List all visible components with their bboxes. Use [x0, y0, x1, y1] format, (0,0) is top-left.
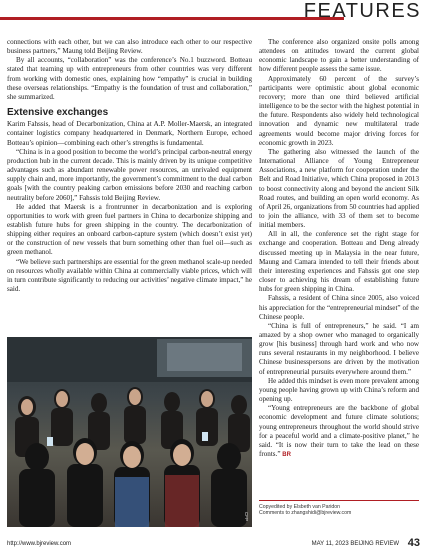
conference-photo — [7, 337, 252, 527]
left-column — [7, 38, 252, 294]
page-number: 43 — [407, 537, 420, 549]
paragraph: “China is in a good position to become the world’s principal carbon-neutral energy production hub in the current decade. This is mainly driven by its unique competitive advantages such as abundant renewable power resources, an unrivaled equipment supply chain and, more importantly, the government’s commitment to the dual carbon goals [with the country peaking carbon emissions before 2030 and reaching carbon neutrality before 2060],” Fahssis told Beijing Review. — [7, 147, 252, 202]
footer-issue: MAY 11, 2023 BEIJING REVIEW — [311, 541, 399, 547]
paragraph: Fahssis, a resident of China since 2005, also voiced his appreciation for the “entrepreneurial mindset” of the Chinese people. — [259, 294, 419, 321]
paragraph: connections with each other, but we can also introduce each other to our respective business partners,” Maung told Beijing Review. — [7, 38, 252, 56]
paragraph: By all accounts, “collaboration” was the conference’s No.1 buzzword. Botteau stated that teaming up with entrepreneurs from other countries was very different from working with domestic ones, explaining how “empathy” is crucial in building these overseas relationships. “Empathy is the foundation of trust and collaboration,” she summarized. — [7, 56, 252, 101]
paragraph: All in all, the conference set the right stage for exchange and cooperation. Botteau and Deng already discussed meeting up in Malaysia in the near future, Maung and Camara intended to tell their friends about their interesting experiences and Fahssis got one step closer to achieving his dream of establishing future hubs for green shipping in China. — [259, 230, 419, 294]
paragraph: The gathering also witnessed the launch of the International Alliance of Young Entrepreneur Associations, a new platform for cooperation under the Belt and Road Initiative, which China proposed in 2013 to boost connectivity along and beyond the ancient Silk Road routes, and building an open world economy. As of April 26, organizations from 50 countries had applied to join the alliance, with 33 of them set to become initial members. — [259, 147, 419, 230]
footer-url: http://www.bjreview.com — [7, 541, 72, 547]
paragraph-text: “Young entrepreneurs are the backbone of global economic development and future climate solutions; young entrepreneurs throughout the world should strive for a peaceful world and a climate-positive planet,” he said. “It is now their turn to take the lead on these fronts.” — [259, 404, 419, 459]
conference-photo-illustration — [7, 337, 252, 527]
paragraph: “We believe such partnerships are essential for the green methanol scale-up needed on resources wholly available within China at commercially viable prices, which will in turn contribute significantly to reducing our activities’ negative climate impact,” he said. — [7, 257, 252, 294]
header-rule — [0, 17, 344, 20]
subheading: Extensive exchanges — [7, 107, 109, 119]
right-column — [259, 38, 419, 460]
paragraph — [259, 404, 419, 460]
article-credits — [259, 500, 419, 517]
copyedit-credit: Copyedited by Elsbeth van Paridon — [259, 504, 341, 510]
end-mark: BR — [282, 452, 291, 459]
photo-credit: CFP — [244, 512, 249, 521]
paragraph: “China is full of entrepreneurs,” he said. “I am amazed by a shop owner who managed to organically grow [his business] through hard work and who now runs several restaurants in my neighborhood. I believe Chinese businesspersons are driven by the motivation of entrepreneurial pursuits everywhere around them.” — [259, 321, 419, 376]
paragraph: Approximately 60 percent of the survey’s participants were optimistic about global economic recovery; more than one third believed artificial intelligence to be the sector with the highest potential in the future. Respondents also widely held technological innovation and dynamic new multilateral trade agreements would become major driving forces for economic growth in 2023. — [259, 74, 419, 147]
paragraph: Karim Fahssis, head of Decarbonization, China at A.P. Moller-Maersk, an integrated container logistics company headquartered in Denmark, Northern Europe, echoed Botteau’s opinion—combining each other’s strengths is fundamental. — [7, 120, 252, 147]
paragraph: The conference also organized onsite polls among attendees on attitudes toward the current global economic landscape to gain a better understanding of how different people assess the same issue. — [259, 38, 419, 74]
paragraph: He added this mindset is even more prevalent among young people having grown up with China’s reform and opening up. — [259, 376, 419, 404]
section-title: FEATURES — [303, 0, 421, 22]
paragraph: He added that Maersk is a frontrunner in decarbonization and is exploring opportunities to work with green fuel partners in China to decarbonize shipping and establish future hubs for green shipping in the country. The decarbonization of shipping either requires an onboard carbon-capture system (which doesn’t exist yet) or the construction of new vessels that burn something other than fuel oil—such as green methanol. — [7, 202, 252, 257]
comments-credit: Comments to zhangshidi@bjreview.com — [259, 510, 352, 517]
